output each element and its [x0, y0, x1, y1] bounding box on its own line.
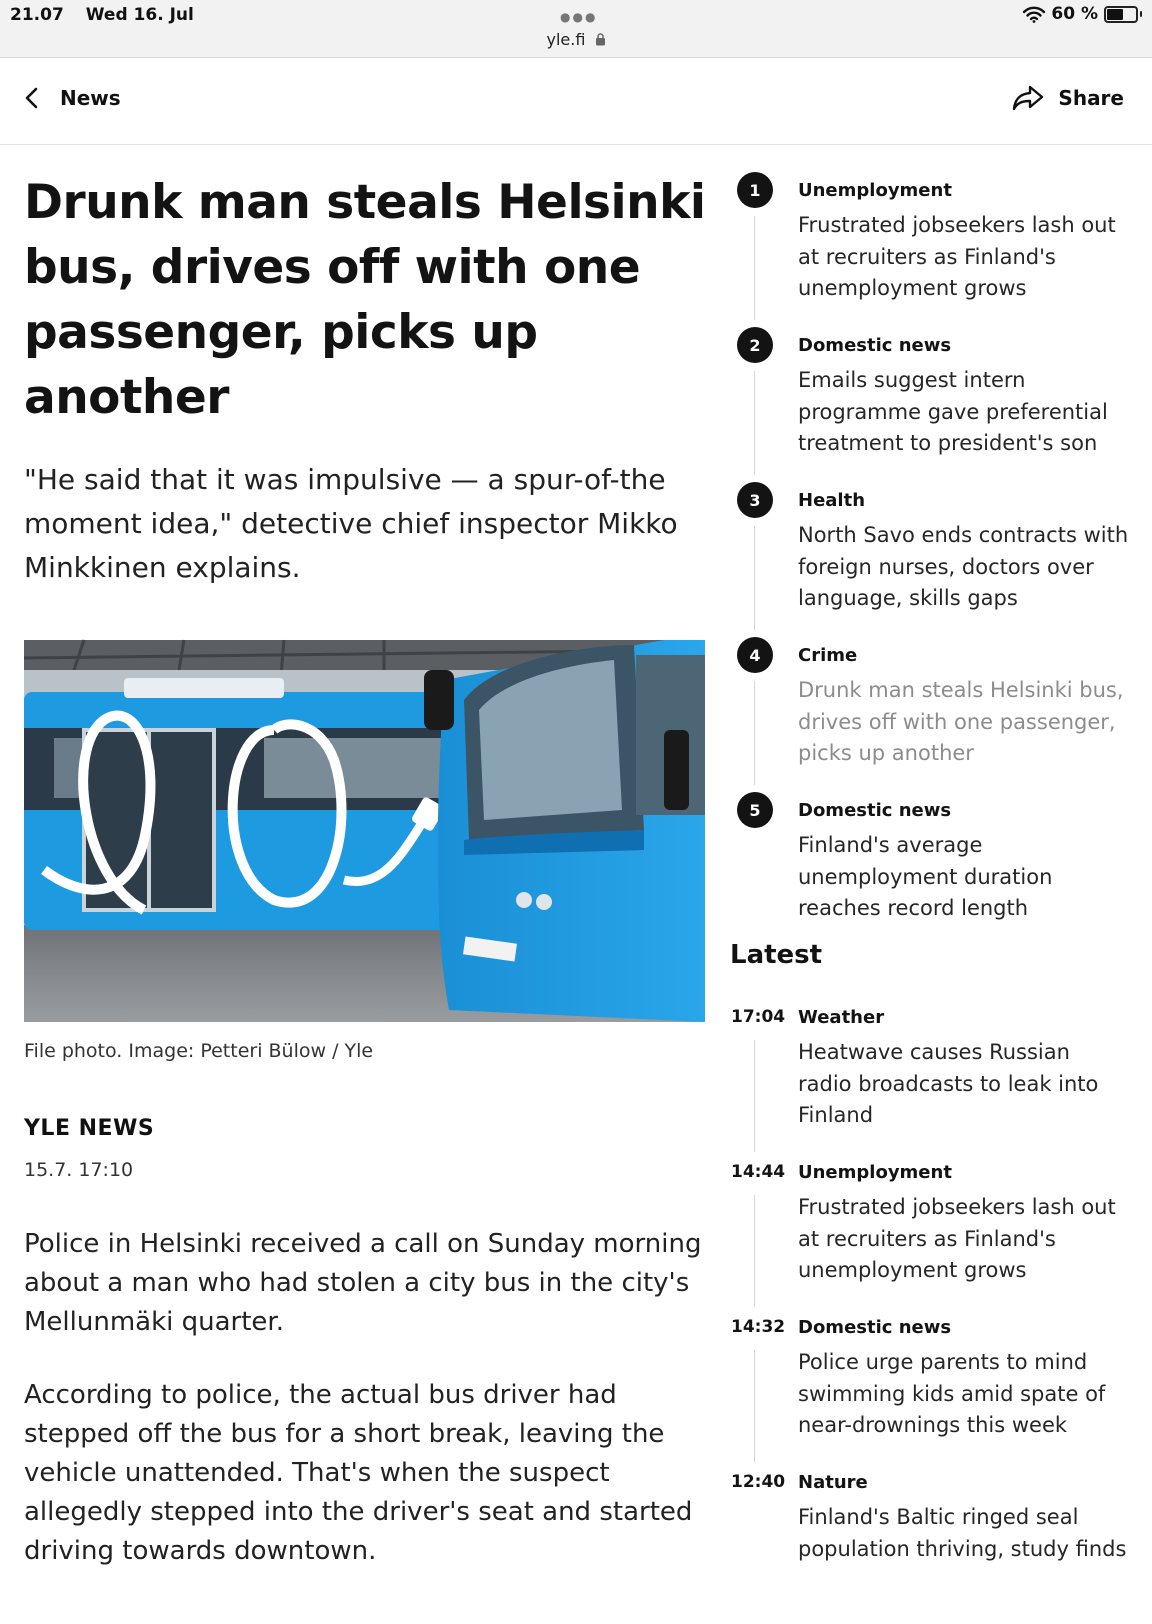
- most-read-item[interactable]: [730, 327, 1130, 482]
- status-date: Wed 16. Jul: [85, 5, 194, 25]
- article-paragraph: According to police, the actual bus driver had stepped off the bus for a short break, leaving the vehicle unattended. That's when the suspect allegedly stepped into the driver's seat and started driving towards downtown.: [24, 1380, 693, 1566]
- most-read-item[interactable]: [730, 792, 1130, 947]
- rank-badge: 2: [737, 327, 773, 363]
- story-title[interactable]: Finland's Baltic ringed seal population thriving, study finds: [798, 1505, 1127, 1561]
- latest-heading: Latest: [730, 940, 823, 970]
- story-category: Domestic news: [798, 335, 952, 356]
- most-read-item[interactable]: [730, 172, 1130, 327]
- photo-caption: File photo. Image: Petteri Bülow / Yle: [24, 1040, 374, 1062]
- article-source: YLE NEWS: [24, 1116, 155, 1141]
- sidebar: [730, 172, 1130, 1561]
- story-category: Unemployment: [798, 1162, 952, 1183]
- latest-item[interactable]: [730, 1314, 1130, 1469]
- most-read-item[interactable]: [730, 637, 1130, 792]
- story-title[interactable]: North Savo ends contracts with foreign nurses, doctors over language, skills gaps: [798, 523, 1129, 610]
- wifi-icon: [1023, 6, 1045, 23]
- status-time: 21.07: [10, 5, 64, 25]
- story-category: Health: [798, 490, 866, 511]
- rank-badge: 4: [737, 637, 773, 673]
- timeline-divider: [754, 1040, 755, 1152]
- story-title[interactable]: Heatwave causes Russian radio broadcasts to leak into Finland: [798, 1040, 1099, 1127]
- article-nav: [0, 59, 1152, 145]
- story-category: Weather: [798, 1007, 885, 1028]
- story-title[interactable]: Police urge parents to mind swimming kids amid spate of near-drownings this week: [798, 1350, 1106, 1437]
- url-text: yle.fi: [546, 30, 586, 49]
- article-paragraph: Police in Helsinki received a call on Sunday morning about a man who had stolen a city bus in the city's Mellunmäki quarter.: [24, 1229, 702, 1337]
- latest-time: 14:44: [731, 1162, 786, 1182]
- story-category: Crime: [798, 645, 858, 666]
- lock-icon: [595, 33, 606, 46]
- share-button[interactable]: [1012, 84, 1124, 112]
- timeline-divider: [754, 216, 755, 320]
- story-category: Unemployment: [798, 180, 952, 201]
- story-title[interactable]: Frustrated jobseekers lash out at recruiters as Finland's unemployment grows: [798, 213, 1116, 300]
- bus-photo-illustration: [24, 640, 705, 1022]
- latest-item[interactable]: [730, 1004, 1130, 1159]
- article-headline: Drunk man steals Helsinki bus, drives off with one passenger, picks up another: [24, 175, 706, 425]
- rank-badge: 3: [737, 482, 773, 518]
- rank-badge: 1: [737, 172, 773, 208]
- timeline-divider: [754, 1195, 755, 1307]
- latest-time: 14:32: [731, 1317, 786, 1337]
- latest-item[interactable]: [730, 1469, 1130, 1624]
- story-category: Domestic news: [798, 800, 952, 821]
- latest-item[interactable]: [730, 1159, 1130, 1314]
- latest-time: 12:40: [731, 1472, 786, 1492]
- share-icon: [1012, 84, 1044, 112]
- timeline-divider: [754, 371, 755, 475]
- article: [24, 170, 706, 1571]
- status-time-date: [10, 5, 216, 25]
- back-button[interactable]: [24, 86, 121, 110]
- story-category: Nature: [798, 1472, 868, 1493]
- story-title[interactable]: Emails suggest intern programme gave preferential treatment to president's son: [798, 368, 1108, 455]
- battery-icon: [1104, 6, 1138, 23]
- rank-badge: 5: [737, 792, 773, 828]
- latest-list: [730, 1004, 1130, 1624]
- status-bar: [0, 0, 1152, 58]
- article-lead: "He said that it was impulsive — a spur-of-the moment idea," detective chief inspector Mikko Minkkinen explains.: [24, 463, 678, 584]
- status-right: [1023, 4, 1142, 24]
- address-bar[interactable]: [0, 30, 1152, 49]
- timeline-divider: [754, 526, 755, 630]
- timeline-divider: [754, 681, 755, 785]
- latest-time: 17:04: [731, 1007, 786, 1027]
- story-category: Domestic news: [798, 1317, 952, 1338]
- story-title-visited[interactable]: Drunk man steals Helsinki bus, drives off with one passenger, picks up another: [798, 678, 1124, 765]
- battery-percent: 60 %: [1051, 4, 1098, 24]
- timeline-divider: [754, 1350, 755, 1462]
- chevron-left-icon: [24, 87, 38, 109]
- story-title[interactable]: Frustrated jobseekers lash out at recruiters as Finland's unemployment grows: [798, 1195, 1116, 1282]
- most-read-item[interactable]: [730, 482, 1130, 637]
- share-label: Share: [1058, 86, 1124, 110]
- article-date: 15.7. 17:10: [24, 1159, 134, 1181]
- back-label: News: [60, 86, 121, 110]
- more-dots-icon[interactable]: ●●●: [560, 10, 598, 24]
- most-read-list: [730, 172, 1130, 947]
- story-title[interactable]: Finland's average unemployment duration reaches record length: [798, 833, 1053, 920]
- article-photo[interactable]: [24, 640, 705, 1022]
